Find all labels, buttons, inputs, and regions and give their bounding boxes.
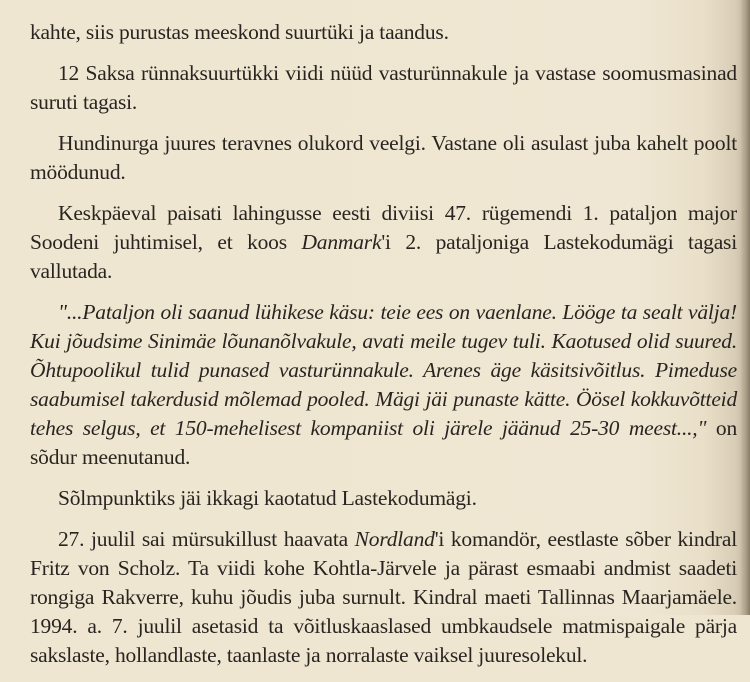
paragraph-continuation: kahte, siis purustas meeskond suurtüki ja taandus. xyxy=(30,20,449,44)
text-segment: 'i komandör, eestlaste sõber kindral Fritz von Scholz. Ta viidi kohe Kohtla-Järvele ja pärast esmaabi andmist saadeti rongiga Rakverre, kuhu jõudis juba surnult. Kindral maeti Tallinnas Maarjamäele. 1994. a. 7. juulil asetasid ta võitluskaaslased umbkaudsele matmispaigale pärja sakslaste, hollandlaste, taanlaste ja norralaste vaiksel juuresolekul. xyxy=(30,527,737,667)
italic-unit-name: Danmark xyxy=(301,230,382,254)
paragraph-solmpunkt: Sõlmpunktiks jäi ikkagi kaotatud Lastekodumägi. xyxy=(58,486,477,510)
paragraph-hundinurga: Hundinurga juures teravnes olukord veelgi. Vastane oli asulast juba kahelt poolt möödunud. xyxy=(30,131,737,184)
text-segment: Keskpäeval paisati lahingusse eesti diviisi 47. rügemendi 1. pataljon major Soodeni juhtimisel, et koos xyxy=(30,201,737,254)
text-segment: 'i 2. pataljoniga Lastekodumägi tagasi vallutada. xyxy=(30,230,737,283)
soldier-quote: "...Pataljon oli saanud lühikese käsu: teie ees on vaenlane. Lööge ta sealt välja! Kui jõudsime Sinimäe lõunanõlvakule, avati meile tugev tuli. Kaotused olid suured. Õhtupoolikul tulid punased vasturünnakule. Arenes äge käsitsivõitlus. Pimeduse saabumisel takerdusid mõlemad pooled. Mägi jäi punaste kätte. Öösel kokkuvõtteid tehes selgus, et 150-mehelisest kompaniist oli järele jäänud 25-30 meest...," xyxy=(30,300,737,440)
paragraph-quote xyxy=(30,298,737,472)
text-segment: 27. juulil sai mürsukillust haavata xyxy=(58,527,355,551)
paragraph-keskpaeval xyxy=(30,199,737,286)
paragraph-assault-guns: 12 Saksa rünnaksuurtükki viidi nüüd vasturünnakule ja vastase soomusmasinad suruti tagasi. xyxy=(30,61,737,114)
page-body xyxy=(30,0,737,682)
text-segment: on sõdur meenutanud. xyxy=(30,416,738,469)
italic-unit-name: Nordland xyxy=(354,527,435,551)
paragraph-von-scholz xyxy=(30,525,737,670)
page-edge-shadow xyxy=(740,0,750,615)
